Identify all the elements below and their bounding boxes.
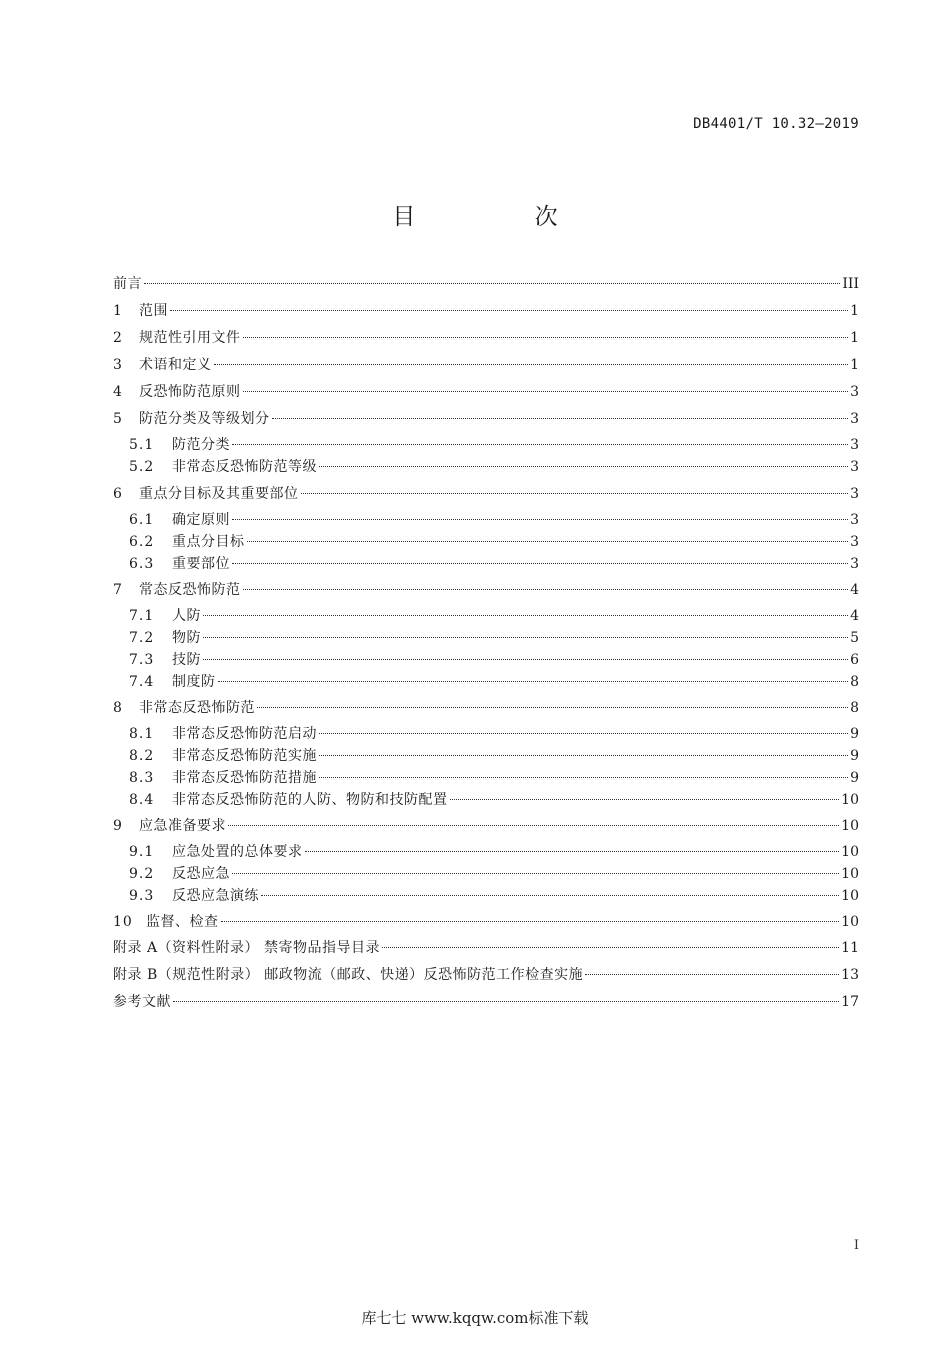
toc-entry-page: 3 (850, 411, 859, 427)
toc-entry-label: 非常态反恐怖防范 (139, 700, 255, 716)
toc-entry-page: 4 (850, 608, 859, 624)
toc-entry-label: 非常态反恐怖防范启动 (172, 726, 317, 742)
toc-dot-leader (173, 1001, 839, 1002)
toc-entry-label: 应急处置的总体要求 (172, 844, 303, 860)
toc-entry-number: 6.3 (129, 556, 155, 572)
toc-entry-label: 反恐应急演练 (172, 888, 259, 904)
toc-dot-leader (221, 921, 840, 922)
toc-entry[interactable] (113, 912, 859, 932)
toc-entry-number: 1 (113, 303, 123, 319)
toc-entry[interactable] (129, 554, 859, 574)
toc-entry-page: 9 (850, 726, 859, 742)
toc-entry-page: 4 (850, 582, 859, 598)
toc-dot-leader (243, 391, 849, 392)
toc-entry-label: 非常态反恐怖防范实施 (172, 748, 317, 764)
toc-entry-label: 前言 (113, 276, 142, 292)
toc-entry-label: 应急准备要求 (139, 818, 226, 834)
footer-watermark: 库七七 www.kqqw.com标准下载 (361, 1309, 589, 1327)
toc-dot-leader (319, 755, 848, 756)
toc-entry-number: 2 (113, 330, 123, 346)
toc-entry-number: 8 (113, 700, 123, 716)
toc-entry-page: 11 (841, 940, 859, 956)
toc-entry-number: 9.1 (129, 844, 155, 860)
toc-entry-label: 防范分类及等级划分 (139, 411, 270, 427)
toc-entry-label: 附录 A（资料性附录） 禁寄物品指导目录 (113, 940, 381, 956)
toc-entry-page: 13 (841, 967, 859, 983)
toc-entry[interactable] (129, 746, 859, 766)
toc-entry-page: 5 (850, 630, 859, 646)
toc-entry[interactable] (129, 790, 859, 810)
toc-entry-page: 17 (841, 994, 859, 1010)
toc-dot-leader (247, 541, 849, 542)
toc-entry-page: 8 (850, 700, 859, 716)
toc-entry[interactable] (113, 938, 859, 958)
toc-dot-leader (232, 563, 848, 564)
toc-entry-page: 3 (850, 384, 859, 400)
toc-dot-leader (272, 418, 849, 419)
toc-entry-page: 10 (841, 914, 859, 930)
toc-entry-number: 3 (113, 357, 123, 373)
toc-entry-number: 5.1 (129, 437, 155, 453)
toc-entry-page: 1 (850, 303, 859, 319)
toc-entry-label: 附录 B（规范性附录） 邮政物流（邮政、快递）反恐怖防范工作检查实施 (113, 967, 584, 983)
toc-entry[interactable] (129, 532, 859, 552)
toc-entry[interactable] (129, 864, 859, 884)
toc-entry[interactable] (113, 274, 859, 294)
toc-entry-page: 3 (850, 459, 859, 475)
toc-entry[interactable] (129, 457, 859, 477)
page-number: I (853, 1238, 859, 1253)
toc-entry-page: 9 (850, 748, 859, 764)
toc-entry-page: 3 (850, 486, 859, 502)
toc-dot-leader (203, 659, 848, 660)
toc-entry[interactable] (129, 672, 859, 692)
toc-dot-leader (243, 589, 849, 590)
toc-entry-page: 1 (850, 357, 859, 373)
toc-dot-leader (382, 947, 839, 948)
standard-code: DB4401/T 10.32—2019 (693, 116, 859, 132)
toc-entry[interactable] (113, 355, 859, 375)
toc-entry[interactable] (129, 435, 859, 455)
toc-entry-label: 制度防 (172, 674, 216, 690)
toc-dot-leader (585, 974, 839, 975)
toc-entry[interactable] (129, 606, 859, 626)
toc-dot-leader (257, 707, 848, 708)
toc-entry[interactable] (113, 698, 859, 718)
toc-dot-leader (170, 310, 848, 311)
toc-dot-leader (228, 825, 839, 826)
toc-entry-label: 非常态反恐怖防范等级 (172, 459, 317, 475)
toc-entry-label: 确定原则 (172, 512, 230, 528)
toc-entry-number: 10 (113, 914, 133, 930)
toc-entry-label: 技防 (172, 652, 201, 668)
toc-entry-page: 3 (850, 437, 859, 453)
toc-dot-leader (218, 681, 849, 682)
toc-dot-leader (203, 615, 848, 616)
toc-entry[interactable] (113, 816, 859, 836)
toc-entry-number: 9 (113, 818, 123, 834)
toc-entry[interactable] (113, 409, 859, 429)
toc-entry[interactable] (113, 992, 859, 1012)
toc-dot-leader (144, 283, 840, 284)
toc-entry-page: 10 (841, 866, 859, 882)
toc-entry-page: 10 (841, 888, 859, 904)
toc-entry-number: 7.1 (129, 608, 155, 624)
toc-entry-page: 3 (850, 556, 859, 572)
toc-entry-label: 反恐怖防范原则 (139, 384, 241, 400)
toc-entry-number: 6.2 (129, 534, 155, 550)
toc-entry-label: 人防 (172, 608, 201, 624)
toc-entry-label: 非常态反恐怖防范的人防、物防和技防配置 (172, 792, 448, 808)
toc-dot-leader (203, 637, 848, 638)
toc-entry-number: 8.3 (129, 770, 155, 786)
toc-entry-label: 常态反恐怖防范 (139, 582, 241, 598)
toc-entry-number: 7.3 (129, 652, 155, 668)
toc-entry-label: 物防 (172, 630, 201, 646)
toc-entry-page: 9 (850, 770, 859, 786)
toc-entry-number: 9.3 (129, 888, 155, 904)
toc-entry[interactable] (129, 510, 859, 530)
toc-entry-page: 10 (841, 844, 859, 860)
toc-entry-number: 8.4 (129, 792, 155, 808)
toc-dot-leader (261, 895, 839, 896)
toc-entry[interactable] (129, 650, 859, 670)
toc-entry-label: 重点分目标及其重要部位 (139, 486, 299, 502)
page-title: 目 次 (392, 204, 614, 230)
toc-entry-number: 6 (113, 486, 123, 502)
toc-entry-label: 非常态反恐怖防范措施 (172, 770, 317, 786)
toc-entry-number: 5.2 (129, 459, 155, 475)
toc-dot-leader (305, 851, 840, 852)
toc-entry[interactable] (113, 301, 859, 321)
toc-dot-leader (319, 733, 848, 734)
toc-entry-page: III (842, 276, 859, 292)
toc-dot-leader (319, 466, 848, 467)
toc-entry-label: 监督、检查 (146, 914, 219, 930)
toc-entry[interactable] (129, 724, 859, 744)
toc-dot-leader (232, 444, 848, 445)
toc-entry-number: 7 (113, 582, 123, 598)
toc-entry-number: 7.2 (129, 630, 155, 646)
toc-entry-number: 8.2 (129, 748, 155, 764)
toc-entry-number: 6.1 (129, 512, 155, 528)
toc-entry-number: 9.2 (129, 866, 155, 882)
toc-entry-page: 3 (850, 534, 859, 550)
toc-dot-leader (301, 493, 849, 494)
toc-entry-number: 5 (113, 411, 123, 427)
toc-entry[interactable] (129, 842, 859, 862)
toc-entry-page: 6 (850, 652, 859, 668)
toc-entry-label: 术语和定义 (139, 357, 212, 373)
toc-dot-leader (319, 777, 848, 778)
toc-entry-page: 3 (850, 512, 859, 528)
toc-dot-leader (243, 337, 849, 338)
toc-entry[interactable] (129, 628, 859, 648)
toc-entry-label: 参考文献 (113, 994, 171, 1010)
toc-dot-leader (214, 364, 849, 365)
toc-dot-leader (232, 873, 839, 874)
toc-dot-leader (450, 799, 840, 800)
toc-entry[interactable] (113, 484, 859, 504)
toc-entry-label: 防范分类 (172, 437, 230, 453)
toc-entry[interactable] (113, 382, 859, 402)
toc-entry-label: 重要部位 (172, 556, 230, 572)
toc-entry[interactable] (129, 886, 859, 906)
toc-entry-label: 规范性引用文件 (139, 330, 241, 346)
toc-dot-leader (232, 519, 848, 520)
toc-entry-page: 1 (850, 330, 859, 346)
toc-entry-label: 范围 (139, 303, 168, 319)
toc-entry[interactable] (113, 328, 859, 348)
toc-entry-page: 10 (841, 792, 859, 808)
toc-entry-label: 反恐应急 (172, 866, 230, 882)
toc-entry-label: 重点分目标 (172, 534, 245, 550)
toc-entry-page: 10 (841, 818, 859, 834)
toc-entry-page: 8 (850, 674, 859, 690)
toc-entry-number: 4 (113, 384, 123, 400)
toc-entry-number: 7.4 (129, 674, 155, 690)
toc-entry[interactable] (113, 965, 859, 985)
toc-entry-number: 8.1 (129, 726, 155, 742)
toc-entry[interactable] (113, 580, 859, 600)
toc-entry[interactable] (129, 768, 859, 788)
